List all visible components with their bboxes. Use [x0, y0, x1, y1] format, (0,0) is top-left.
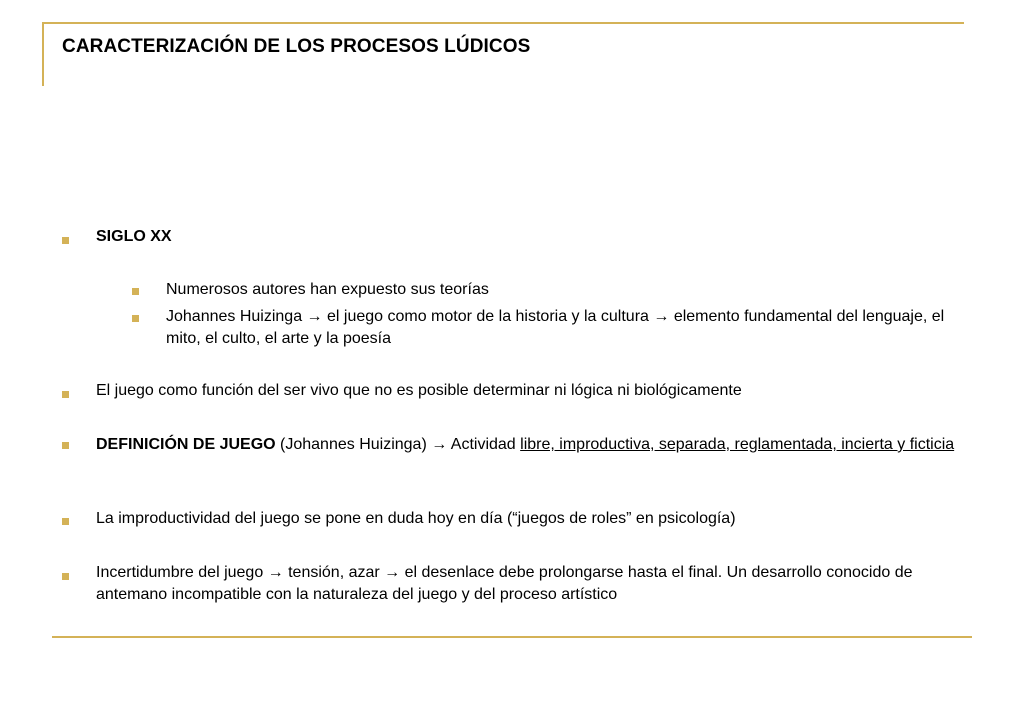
title-frame-top-rule [42, 22, 964, 24]
bullet-square-icon [132, 288, 139, 295]
bullet-square-icon [62, 391, 69, 398]
definicion-bold-label: DEFINICIÓN DE JUEGO [96, 436, 276, 453]
title-frame-left-rule [42, 22, 44, 86]
bullet-incertidumbre: Incertidumbre del juego → tensión, azar → el desenlace debe prolongarse hasta el final. Un desarrollo conocido de antemano incompatible con la naturaleza del juego y del proceso artístico [96, 564, 913, 603]
sub-bullet-huizinga: Johannes Huizinga → el juego como motor de la historia y la cultura → elemento fundamental del lenguaje, el mito, el culto, el arte y la poesía [166, 308, 945, 347]
bullet-definicion-juego [96, 434, 966, 456]
bullet-square-icon [132, 315, 139, 322]
bullet-funcion-ser-vivo: El juego como función del ser vivo que no es posible determinar ni lógica ni biológicamente [96, 382, 742, 399]
bullet-square-icon [62, 442, 69, 449]
bullet-square-icon [62, 518, 69, 525]
definicion-underlined-text: libre, improductiva, separada, reglamentada, incierta y ficticia [520, 436, 955, 453]
bullet-square-icon [62, 237, 69, 244]
bottom-divider [52, 636, 972, 638]
bullet-square-icon [62, 573, 69, 580]
bullet-improductividad: La improductividad del juego se pone en duda hoy en día (“juegos de roles” en psicología) [96, 510, 736, 527]
slide-title: CARACTERIZACIÓN DE LOS PROCESOS LÚDICOS [62, 36, 531, 57]
bullet-siglo-xx: SIGLO XX [96, 228, 172, 245]
definicion-plain-text: (Johannes Huizinga) → Actividad [275, 436, 521, 453]
sub-bullet-autores: Numerosos autores han expuesto sus teorías [166, 281, 489, 298]
